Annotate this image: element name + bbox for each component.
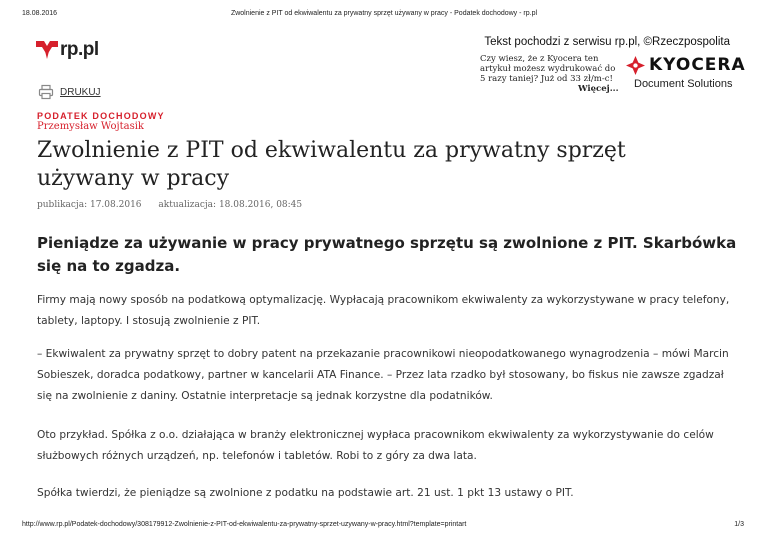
page-number: 1/3	[734, 521, 744, 528]
article-title: Zwolnienie z PIT od ekwiwalentu za prywatny sprzęt używany w pracy	[37, 138, 626, 191]
source-note: Tekst pochodzi z serwisu rp.pl, ©Rzeczpospolita	[484, 36, 730, 48]
print-label: DRUKUJ	[60, 86, 101, 98]
rp-eagle-logo-icon	[36, 41, 58, 59]
article-lead: Pieniądze za używanie w pracy prywatnego sprzętu są zwolnione z PIT. Skarbówka się na to zgadza.	[37, 234, 737, 275]
print-url: http://www.rp.pl/Podatek-dochodowy/308179912-Zwolnienie-z-PIT-od-ekwiwalentu-za-prywatny-sprzet-uzywany-w-pracy.html?template=printart	[22, 521, 467, 528]
article-meta	[37, 200, 316, 210]
article-author[interactable]: Przemysław Wojtasik	[37, 121, 144, 132]
article-paragraph: Firmy mają nowy sposób na podatkową optymalizację. Wypłacają pracownikom ekwiwalenty za wykorzystywane w pracy telefony, tablety, laptopy. I stosują zwolnienie z PIT.	[37, 294, 730, 327]
rp-logo[interactable]	[36, 39, 99, 61]
article-paragraph: Spółka twierdzi, że pieniądze są zwolnione z podatku na podstawie art. 21 ust. 1 pkt 13 ustawy o PIT.	[37, 487, 574, 499]
print-page-title: Zwolnienie z PIT od ekwiwalentu za prywatny sprzęt używany w pracy - Podatek dochodowy - rp.pl	[230, 10, 538, 17]
kyocera-subtitle: Document Solutions	[634, 78, 733, 90]
publish-date: publikacja: 17.08.2016	[37, 200, 142, 210]
printer-icon	[38, 84, 54, 100]
kyocera-logo-icon	[626, 56, 645, 75]
kyocera-ad-logo[interactable]	[626, 55, 746, 90]
article-category[interactable]: PODATEK DOCHODOWY	[37, 111, 165, 121]
update-date: aktualizacja: 18.08.2016, 08:45	[158, 200, 303, 210]
logo-text: rp.pl	[60, 39, 99, 60]
print-button[interactable]	[38, 84, 101, 100]
ad-text[interactable]: Czy wiesz, że z Kyocera ten artykuł możesz wydrukować do 5 razy taniej? Już od 33 zł/m-c!	[480, 54, 616, 84]
article-paragraph: Oto przykład. Spółka z o.o. działająca w branży elektronicznej wypłaca pracownikom ekwiwalenty za wykorzystywanie do celów służbowych różnych urządzeń, np. telefonów i tabletów. Robi to z góry za dwa lata.	[37, 429, 714, 462]
article-paragraph: – Ekwiwalent za prywatny sprzęt to dobry patent na przekazanie pracownikowi nieopodatkowanego wynagrodzenia – mówi Marcin Sobieszek, doradca podatkowy, partner w kancelarii ATA Finance. – Przez lata rzadko był stosowany, bo fiskus nie zawsze zgadzał się na zwolnienie z daniny. Ostatnie interpretacje są jednak korzystne dla podatników.	[37, 348, 729, 402]
kyocera-brand: KYOCERA	[649, 55, 746, 75]
print-date: 18.08.2016	[22, 10, 58, 17]
ad-more-link[interactable]: Więcej...	[578, 84, 619, 94]
